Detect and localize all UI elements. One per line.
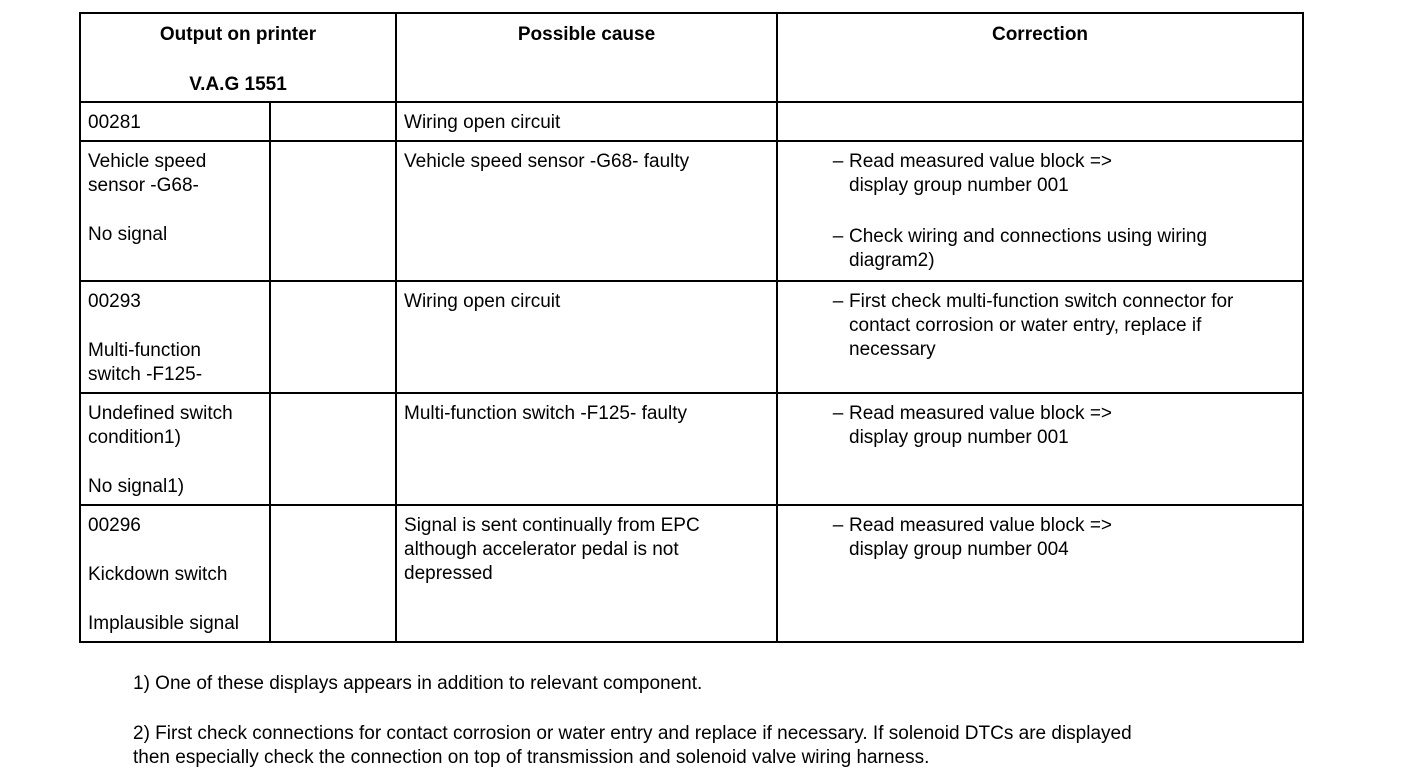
- correction-text: display group number 004: [849, 539, 1069, 560]
- correction-text: Read measured value block =>: [849, 151, 1113, 172]
- output-text: switch -F125-: [88, 364, 203, 385]
- correction-cell: [777, 393, 1303, 505]
- header-output-title: Output on printer: [159, 24, 317, 45]
- output-text: Multi-function: [88, 340, 201, 361]
- blank-cell: [270, 281, 396, 393]
- cause-text: Signal is sent continually from EPC: [404, 515, 700, 536]
- line-gap: [88, 198, 262, 223]
- footnote-text: 2) First check connections for contact corrosion or water entry and replace if necessary. If solenoid DTCs are displayed: [133, 723, 1132, 744]
- output-text: 00293: [88, 291, 141, 312]
- correction-text: diagram2): [849, 250, 935, 271]
- dash-bullet-icon: –: [832, 515, 844, 536]
- correction-list: [785, 514, 1295, 562]
- cause-text: Multi-function switch -F125- faulty: [404, 403, 688, 424]
- table-row: [80, 393, 1303, 505]
- correction-text: First check multi-function switch connector for: [849, 291, 1234, 312]
- footnote: [133, 672, 1333, 696]
- cause-text: Vehicle speed sensor -G68- faulty: [404, 151, 690, 172]
- correction-step: [785, 290, 1295, 362]
- table-row: [80, 102, 1303, 141]
- output-text: Vehicle speed: [88, 151, 207, 172]
- dash-bullet-icon: –: [832, 151, 844, 172]
- correction-list: [785, 290, 1295, 362]
- correction-list: [785, 150, 1295, 273]
- correction-list: [785, 402, 1295, 450]
- output-cell: [80, 393, 270, 505]
- footnote: [133, 722, 1333, 770]
- cause-cell: [396, 281, 777, 393]
- output-text: 00281: [88, 112, 141, 133]
- cause-text: Wiring open circuit: [404, 291, 561, 312]
- correction-text: display group number 001: [849, 175, 1069, 196]
- correction-step: [785, 514, 1295, 562]
- output-text: Implausible signal: [88, 613, 240, 634]
- blank-cell: [270, 505, 396, 642]
- table-header-row: [80, 13, 1303, 102]
- correction-cell: [777, 281, 1303, 393]
- output-cell: [80, 281, 270, 393]
- dash-bullet-icon: –: [832, 291, 844, 312]
- header-output-on-printer: [80, 13, 396, 102]
- blank-cell: [270, 141, 396, 281]
- footnotes: [133, 672, 1333, 770]
- table-body: [80, 102, 1303, 642]
- output-text: No signal1): [88, 476, 185, 497]
- footnote-text: then especially check the connection on top of transmission and solenoid valve wiring harness.: [133, 747, 930, 768]
- correction-text: Read measured value block =>: [849, 403, 1113, 424]
- output-text: 00296: [88, 515, 141, 536]
- output-text: sensor -G68-: [88, 175, 199, 196]
- line-gap: [88, 450, 262, 475]
- header-tester-name: V.A.G 1551: [189, 74, 287, 95]
- line-gap: [88, 314, 262, 339]
- cause-text: although accelerator pedal is not: [404, 539, 679, 560]
- cause-cell: [396, 393, 777, 505]
- dash-bullet-icon: –: [832, 403, 844, 424]
- table-row: [80, 505, 1303, 642]
- correction-cell: [777, 102, 1303, 141]
- blank-cell: [270, 393, 396, 505]
- output-text: Undefined switch: [88, 403, 233, 424]
- header-correction: Correction: [777, 13, 1303, 102]
- cause-cell: [396, 102, 777, 141]
- output-cell: [80, 102, 270, 141]
- correction-cell: [777, 505, 1303, 642]
- correction-text: necessary: [849, 339, 936, 360]
- cause-text: depressed: [404, 563, 493, 584]
- table-row: [80, 281, 1303, 393]
- cause-cell: [396, 505, 777, 642]
- output-cell: [80, 505, 270, 642]
- dash-bullet-icon: –: [832, 226, 844, 247]
- correction-text: contact corrosion or water entry, replace if: [849, 315, 1202, 336]
- blank-cell: [270, 102, 396, 141]
- correction-text: Check wiring and connections using wiring: [849, 226, 1208, 247]
- correction-cell: [777, 141, 1303, 281]
- table-row: [80, 141, 1303, 281]
- header-possible-cause: Possible cause: [396, 13, 777, 102]
- correction-step: [785, 225, 1295, 273]
- line-gap: [88, 538, 262, 563]
- output-text: condition1): [88, 427, 181, 448]
- output-text: No signal: [88, 224, 168, 245]
- correction-step: [785, 150, 1295, 198]
- dtc-table: [79, 12, 1304, 643]
- cause-cell: [396, 141, 777, 281]
- line-gap: [88, 587, 262, 612]
- correction-text: display group number 001: [849, 427, 1069, 448]
- correction-step: [785, 402, 1295, 450]
- output-text: Kickdown switch: [88, 564, 228, 585]
- footnote-text: 1) One of these displays appears in addition to relevant component.: [133, 673, 703, 694]
- correction-text: Read measured value block =>: [849, 515, 1113, 536]
- cause-text: Wiring open circuit: [404, 112, 561, 133]
- output-cell: [80, 141, 270, 281]
